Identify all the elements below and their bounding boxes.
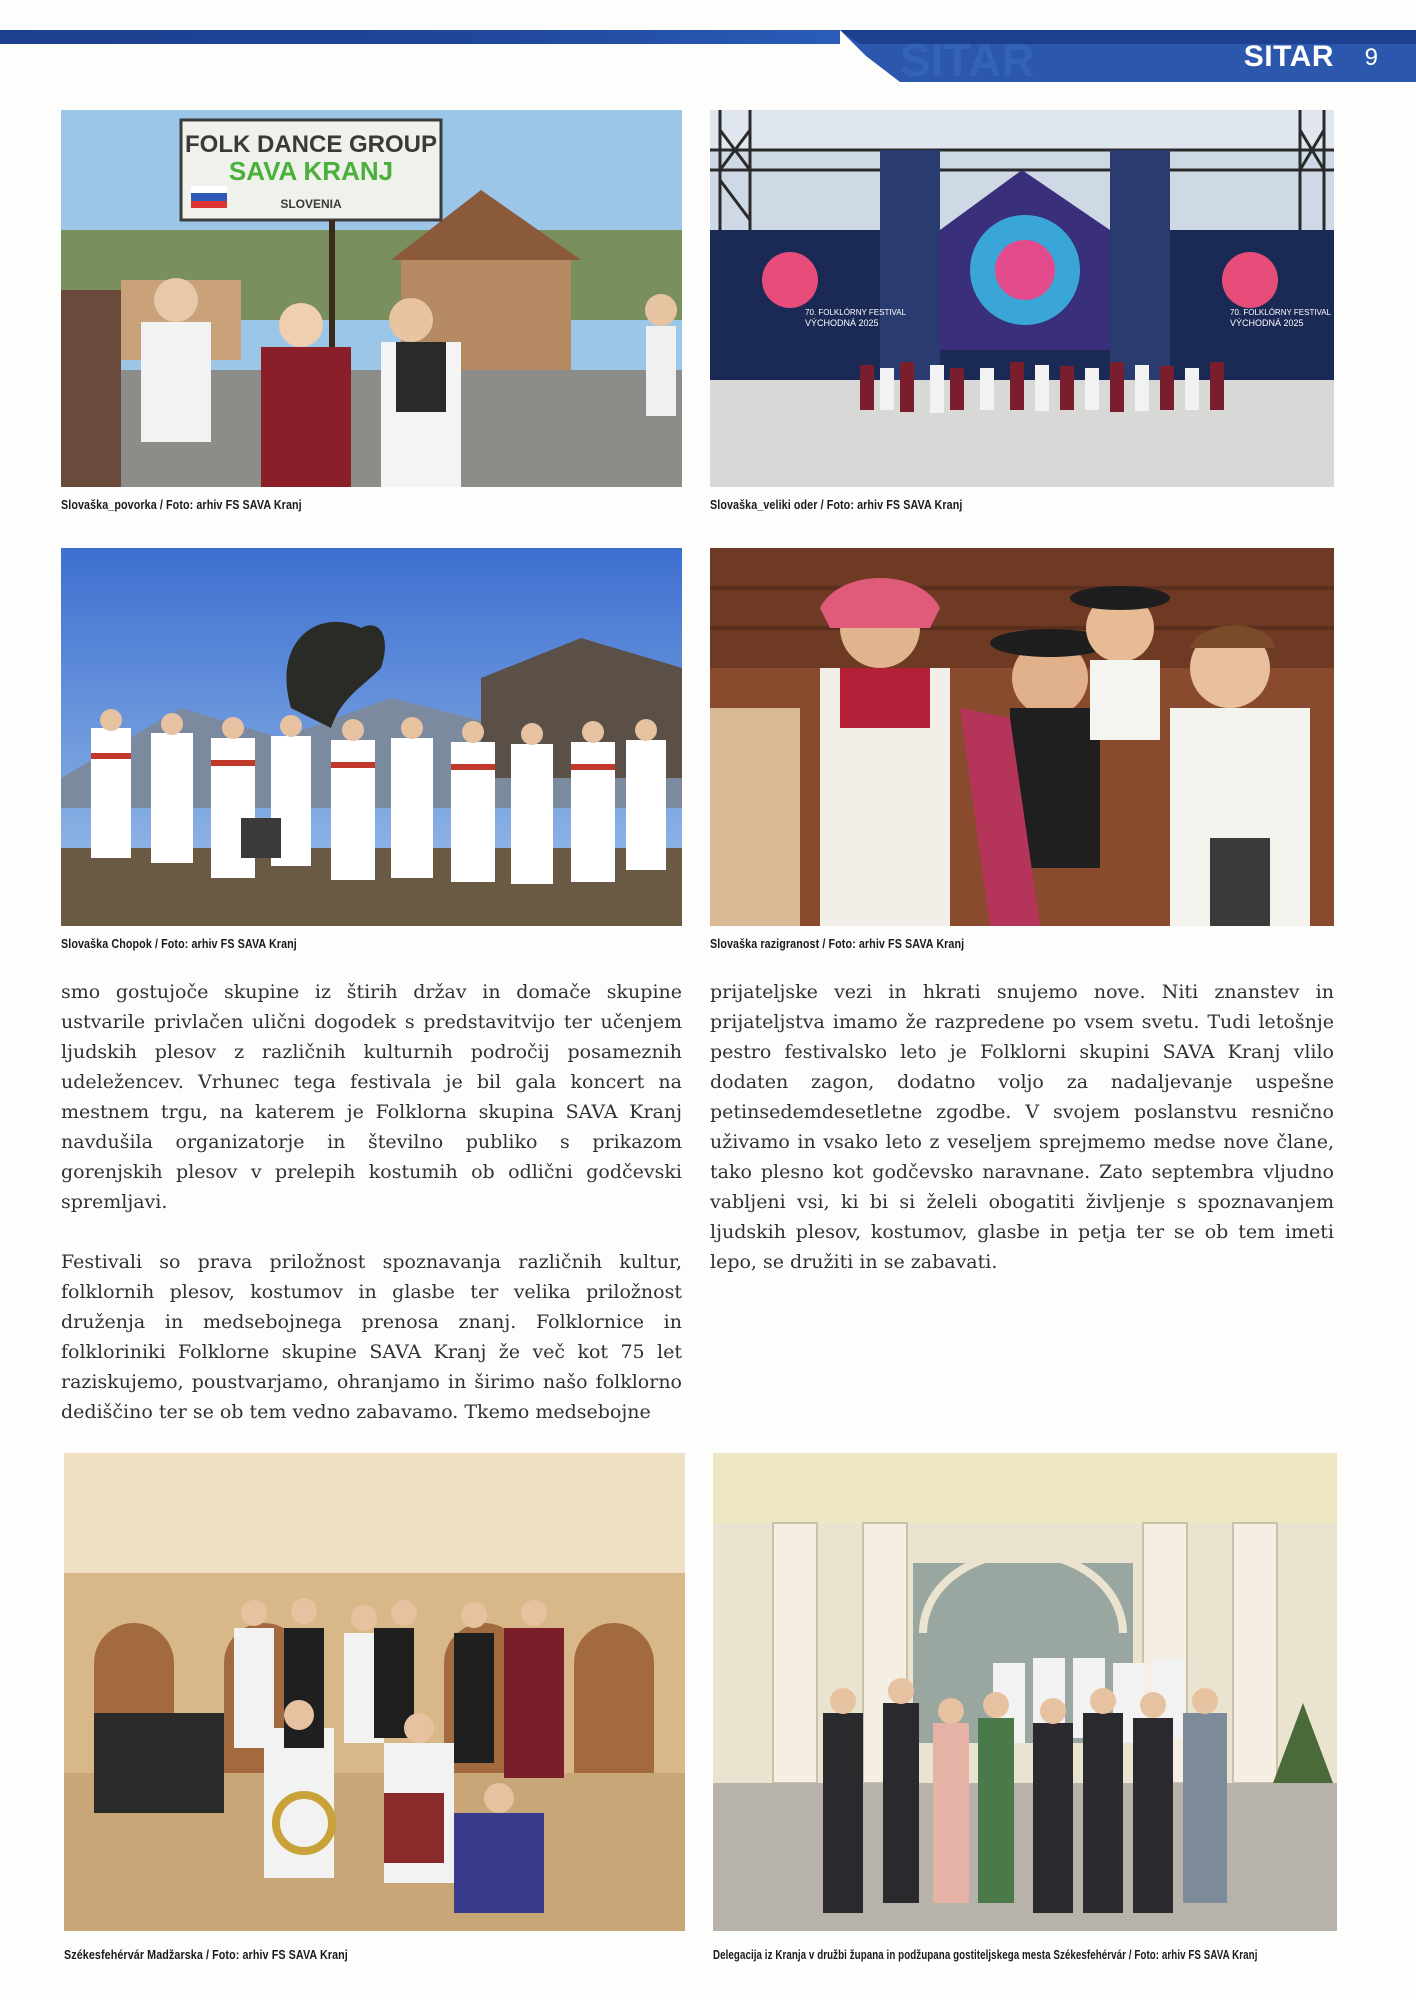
- svg-text:70. FOLKLÓRNY FESTIVAL: 70. FOLKLÓRNY FESTIVAL: [805, 308, 907, 317]
- svg-text:SLOVENIA: SLOVENIA: [280, 197, 342, 211]
- header-band-shape: [0, 30, 1416, 92]
- photo-caption: Slovaška_veliki oder / Foto: arhiv FS SAVA Kranj: [710, 498, 963, 512]
- article-right-column: [710, 977, 1334, 1277]
- svg-text:FOLK DANCE GROUP: FOLK DANCE GROUP: [185, 131, 437, 158]
- svg-text:VÝCHODNÁ 2025: VÝCHODNÁ 2025: [805, 318, 879, 328]
- photo-mountain-group: [61, 548, 682, 926]
- article-paragraph: Festivali so prava priložnost spoznavanja različnih kultur, folklornih plesov, kostumov in glasbe ter velika priložnost druženja in medsebojnega prenosa znanj. Folklornice in folkloriniki Folklorne skupine SAVA Kranj že več kot 75 let raziskujemo, poustvarjamo, ohranjamo in širimo našo folklorno dediščino ter se ob tem vedno zabavamo. Tkemo medsebojne: [61, 1251, 682, 1423]
- magazine-brand: SITAR: [1243, 40, 1334, 73]
- photo-caption: Slovaška razigranost / Foto: arhiv FS SAVA Kranj: [710, 937, 965, 951]
- svg-text:SAVA KRANJ: SAVA KRANJ: [228, 156, 394, 186]
- photo-caption: Székesfehérvár Madžarska / Foto: arhiv FS SAVA Kranj: [64, 1948, 348, 1962]
- photo-stage: [710, 110, 1334, 487]
- article-paragraph: smo gostujoče skupine iz štirih držav in domače skupine ustvarile privlačen ulični dogodek s predstavitvijo ter učenjem ljudskih plesov z različnih kulturnih področij posameznih udeležencev. Vrhunec tega festivala je bil gala koncert na mestnem trgu, na katerem je Folklorna skupina SAVA Kranj navdušila organizatorje in številno publiko s prikazom gorenjskih plesov v prelepih kostumih ob odlični godčevski spremljavi.: [61, 981, 682, 1213]
- page-number: 9: [1364, 44, 1378, 71]
- article-paragraph: prijateljske vezi in hkrati snujemo nove. Niti znanstev in prijateljstva imamo že razpredene po vsem svetu. Tudi letošnje pestro festivalsko leto je Folklorni skupini SAVA Kranj vlilo dodaten zagon, dodatno voljo za nadaljevanje uspešne petinsedemdesetletne zgodbe. V svojem poslanstvu resnično uživamo in vsako leto z veseljem sprejmemo medse nove člane, tako plesno kot godčevsko naravnane. Zato septembra vljudno vabljeni vsi, ki bi si želeli obogatiti življenje s spoznavanjem ljudskih plesov, kostumov, glasbe in petja ter se ob tem imeti lepo, se družiti in se zabavati.: [710, 981, 1334, 1273]
- photo-parade: [61, 110, 682, 487]
- page-header: [0, 30, 1416, 92]
- svg-text:70. FOLKLÓRNY FESTIVAL: 70. FOLKLÓRNY FESTIVAL: [1230, 308, 1332, 317]
- photo-delegation: [713, 1453, 1337, 1931]
- photo-caption: Delegacija iz Kranja v družbi župana in podžupana gostiteljskega mesta Székesfehérvár / Foto: arhiv FS SAVA Kranj: [713, 1948, 1258, 1962]
- photo-caption: Slovaška Chopok / Foto: arhiv FS SAVA Kranj: [61, 937, 297, 951]
- photo-caption: Slovaška_povorka / Foto: arhiv FS SAVA Kranj: [61, 498, 302, 512]
- svg-text:SITAR: SITAR: [900, 34, 1035, 86]
- article-left-column: [61, 977, 682, 1427]
- photo-hungary-group: [64, 1453, 685, 1931]
- svg-text:VÝCHODNÁ 2025: VÝCHODNÁ 2025: [1230, 318, 1304, 328]
- photo-dancers: [710, 548, 1334, 926]
